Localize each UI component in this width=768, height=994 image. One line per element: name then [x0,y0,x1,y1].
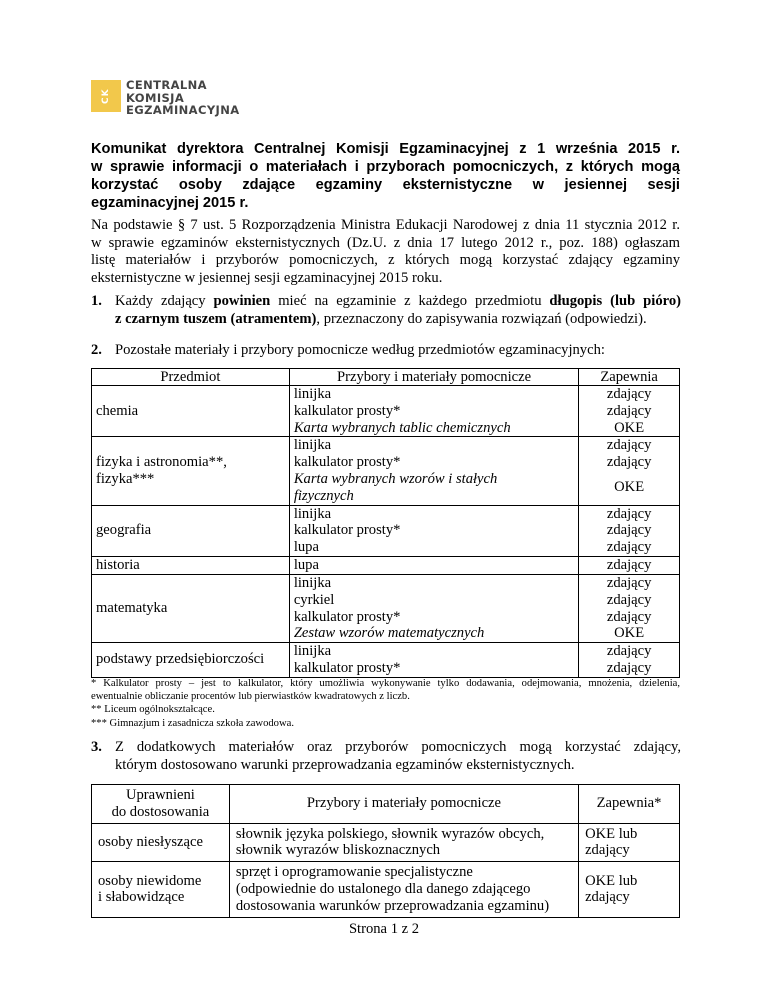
table-header-row [92,369,680,386]
intro-line: eksternistyczne w jesiennej sesji egzaminacyjnej 2015 roku. [91,269,443,286]
header-eligible: Uprawnieni do dostosowania [92,785,230,824]
point-3-line: którym dostosowano warunki przeprowadzania egzaminów eksternistycznych. [115,756,575,773]
provides-cell: zdający zdający OKE [579,386,680,437]
table-row [92,823,680,862]
point-1-line-2: z czarnym tuszem (atramentem), przeznaczony do zapisywania rozwiązań (odpowiedzi). [115,310,647,327]
point-number: 1. [91,293,102,309]
provides-cell: OKE lub zdający [579,823,680,862]
logo-line: CENTRALNA [126,78,207,92]
logo-text [126,79,240,117]
intro-line: listę materiałów i przyborów pomocniczych, z których mogą korzystać zdający egzaminy [91,252,680,268]
header-items: Przybory i materiały pomocnicze [229,785,578,824]
title-line: egzaminacyjnej 2015 r. [91,195,249,211]
intro-paragraph [91,217,680,287]
title-line: Komunikat dyrektora Centralnej Komisji Egzaminacyjnej z 1 września 2015 r. [91,141,680,157]
subject-cell: podstawy przedsiębiorczości [92,643,290,678]
table-row [92,437,680,505]
table-row [92,505,680,556]
point-1-line-1: Każdy zdający powinien mieć na egzaminie z każdego przedmiotu długopis (lub pióro) [115,293,681,309]
footnote: ewentualnie obliczanie procentów lub pierwiastków kwadratowych z liczb. [91,691,410,703]
intro-line: w sprawie egzaminów eksternistycznych (Dz.U. z dnia 17 lutego 2012 r., poz. 188) ogłaszam [91,234,680,251]
logo-mark-letters: CK [101,88,111,104]
point-3 [91,739,680,775]
logo-line: KOMISJA [126,90,185,105]
subject-cell: matematyka [92,574,290,642]
point-2-text: Pozostałe materiały i przybory pomocnicze według przedmiotów egzaminacyjnych: [115,342,605,358]
items-cell: linijka kalkulator prosty* Karta wybranych tablic chemicznych [289,386,578,437]
provides-cell: zdający zdający OKE [579,437,680,505]
footnote: ** Liceum ogólnokształcące. [91,704,215,716]
table-row [92,643,680,678]
header-provides: Zapewnia [579,369,680,386]
header-subject: Przedmiot [92,369,290,386]
items-cell: słownik języka polskiego, słownik wyrazów obcych, słownik wyrazów bliskoznacznych [229,823,578,862]
footnote: *** Gimnazjum i zasadnicza szkoła zawodowa. [91,717,294,729]
table-header-row [92,785,680,824]
items-cell: lupa [289,556,578,574]
page-number: Strona 1 z 2 [348,921,420,937]
document-title [91,140,680,212]
table-row [92,574,680,642]
subjects-table [91,368,680,678]
point-number: 2. [91,342,102,358]
footnote: * Kalkulator prosty – jest to kalkulator, który umożliwia wykonywanie tylko dodawania, odejmowania, mnożenia, dzielenia, [91,678,680,689]
items-cell: sprzęt i oprogramowanie specjalistyczne (odpowiednie do ustalonego dla danego zdającego dostosowania warunków przeprowadzania egzaminu) [229,862,578,917]
subject-cell: geografia [92,505,290,556]
eligible-cell: osoby niesłyszące [92,823,230,862]
subject-cell: historia [92,556,290,574]
point-2 [91,342,680,360]
subject-cell: fizyka i astronomia**, fizyka*** [92,437,290,505]
provides-cell: zdający zdający zdający OKE [579,574,680,642]
intro-line: Na podstawie § 7 ust. 5 Rozporządzenia Ministra Edukacji Narodowej z dnia 11 stycznia 2012 r. [91,217,680,233]
items-cell: linijka kalkulator prosty* lupa [289,505,578,556]
adaptations-table [91,784,680,918]
provides-cell: zdający zdający [579,643,680,678]
items-cell: linijka kalkulator prosty* [289,643,578,678]
header-provides: Zapewnia* [579,785,680,824]
table-row [92,862,680,917]
header-items: Przybory i materiały pomocnicze [289,369,578,386]
items-cell: linijka cyrkiel kalkulator prosty* Zestaw wzorów matematycznych [289,574,578,642]
provides-cell: zdający [579,556,680,574]
point-1 [91,293,680,329]
provides-cell: zdający zdający zdający [579,505,680,556]
point-number: 3. [91,739,102,755]
title-line: w sprawie informacji o materiałach i przyborach pomocniczych, z których mogą [91,159,680,175]
footnotes [91,677,680,730]
eligible-cell: osoby niewidome i słabowidzące [92,862,230,917]
table-row [92,386,680,437]
subject-cell: chemia [92,386,290,437]
items-cell: linijka kalkulator prosty* Karta wybranych wzorów i stałych fizycznych [289,437,578,505]
provides-cell: OKE lub zdający [579,862,680,917]
point-3-line: Z dodatkowych materiałów oraz przyborów pomocniczych mogą korzystać zdający, [115,739,681,755]
table-row [92,556,680,574]
logo-line: EGZAMINACYJNA [126,103,240,117]
title-line: korzystać osoby zdające egzaminy eksternistyczne w jesiennej sesji [91,177,680,193]
